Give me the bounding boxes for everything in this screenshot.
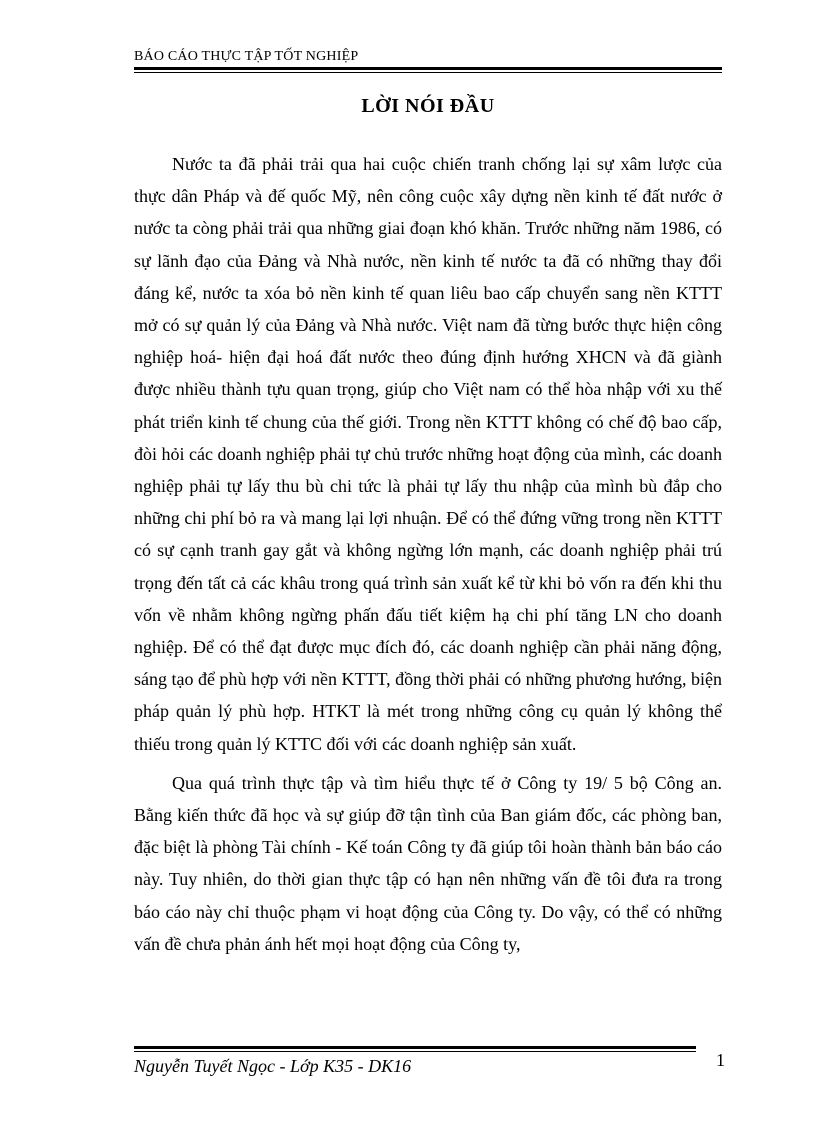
- running-footer: Nguyễn Tuyết Ngọc - Lớp K35 - DK16: [134, 1056, 412, 1076]
- footer-rule-thick: [134, 1046, 696, 1049]
- header-rule-thick: [134, 67, 722, 70]
- page-title: LỜI NÓI ĐẦU: [361, 95, 495, 117]
- paragraph-internship: Qua quá trình thực tập và tìm hiểu thực tế ở Công ty 19/ 5 bộ Công an. Bằng kiến thức đã học và sự giúp đỡ tận tình của Ban giám đốc, các phòng ban, đặc biệt là phòng Tài chính - Kế toán Công ty đã giúp tôi hoàn thành bản báo cáo này. Tuy nhiên, do thời gian thực tập có hạn nên những vấn đề tôi đưa ra trong báo cáo này chỉ thuộc phạm vi hoạt động của Công ty. Do vậy, có thể có những vấn đề chưa phản ánh hết mọi hoạt động của Công ty,: [134, 772, 722, 954]
- footer-rule-thin: [134, 1051, 696, 1052]
- page-number: 1: [716, 1050, 725, 1070]
- paragraph-intro: Nước ta đã phải trải qua hai cuộc chiến tranh chống lại sự xâm lược của thực dân Pháp và đế quốc Mỹ, nên công cuộc xây dựng nền kinh tế đất nước ở nước ta còng phải trải qua những giai đoạn khó khăn. Trước những năm 1986, có sự lãnh đạo của Đảng và Nhà nước, nền kinh tế nước ta đã có những thay đổi đáng kể, nước ta xóa bỏ nền kinh tế quan liêu bao cấp chuyển sang nền KTTT mở có sự quản lý của Đảng và Nhà nước. Việt nam đã từng bước thực hiện công nghiệp hoá- hiện đại hoá đất nước theo đúng định hướng XHCN và đã giành được nhiều thành tựu quan trọng, giúp cho Việt nam có thể hòa nhập với xu thế phát triển kinh tế chung của thế giới. Trong nền KTTT không có chế độ bao cấp, đòi hỏi các doanh nghiệp phải tự chủ trước những hoạt động của mình, các doanh nghiệp phải tự lấy thu bù chi tức là phải tự lấy thu nhập của mình bù đắp cho những chi phí bỏ ra và mang lại lợi nhuận. Để có thể đứng vững trong nền KTTT có sự cạnh tranh gay gắt và không ngừng lớn mạnh, các doanh nghiệp phải trú trọng đến tất cả các khâu trong quá trình sản xuất kể từ khi bỏ vốn ra đến khi thu vốn về nhằm không ngừng phấn đấu tiết kiệm hạ chi phí tăng LN cho doanh nghiệp. Để có thể đạt được mục đích đó, các doanh nghiệp cần phải năng động, sáng tạo để phù hợp với nền KTTT, đồng thời phải có những phương hướng, biện pháp quản lý phù hợp. HTKT là mét trong những công cụ quản lý không thể thiếu trong quản lý KTTC đối với các doanh nghiệp sản xuất.: [134, 154, 722, 754]
- header-rule-thin: [134, 72, 722, 73]
- running-header: BÁO CÁO THỰC TẬP TỐT NGHIỆP: [134, 49, 359, 64]
- body-text: [134, 148, 722, 960]
